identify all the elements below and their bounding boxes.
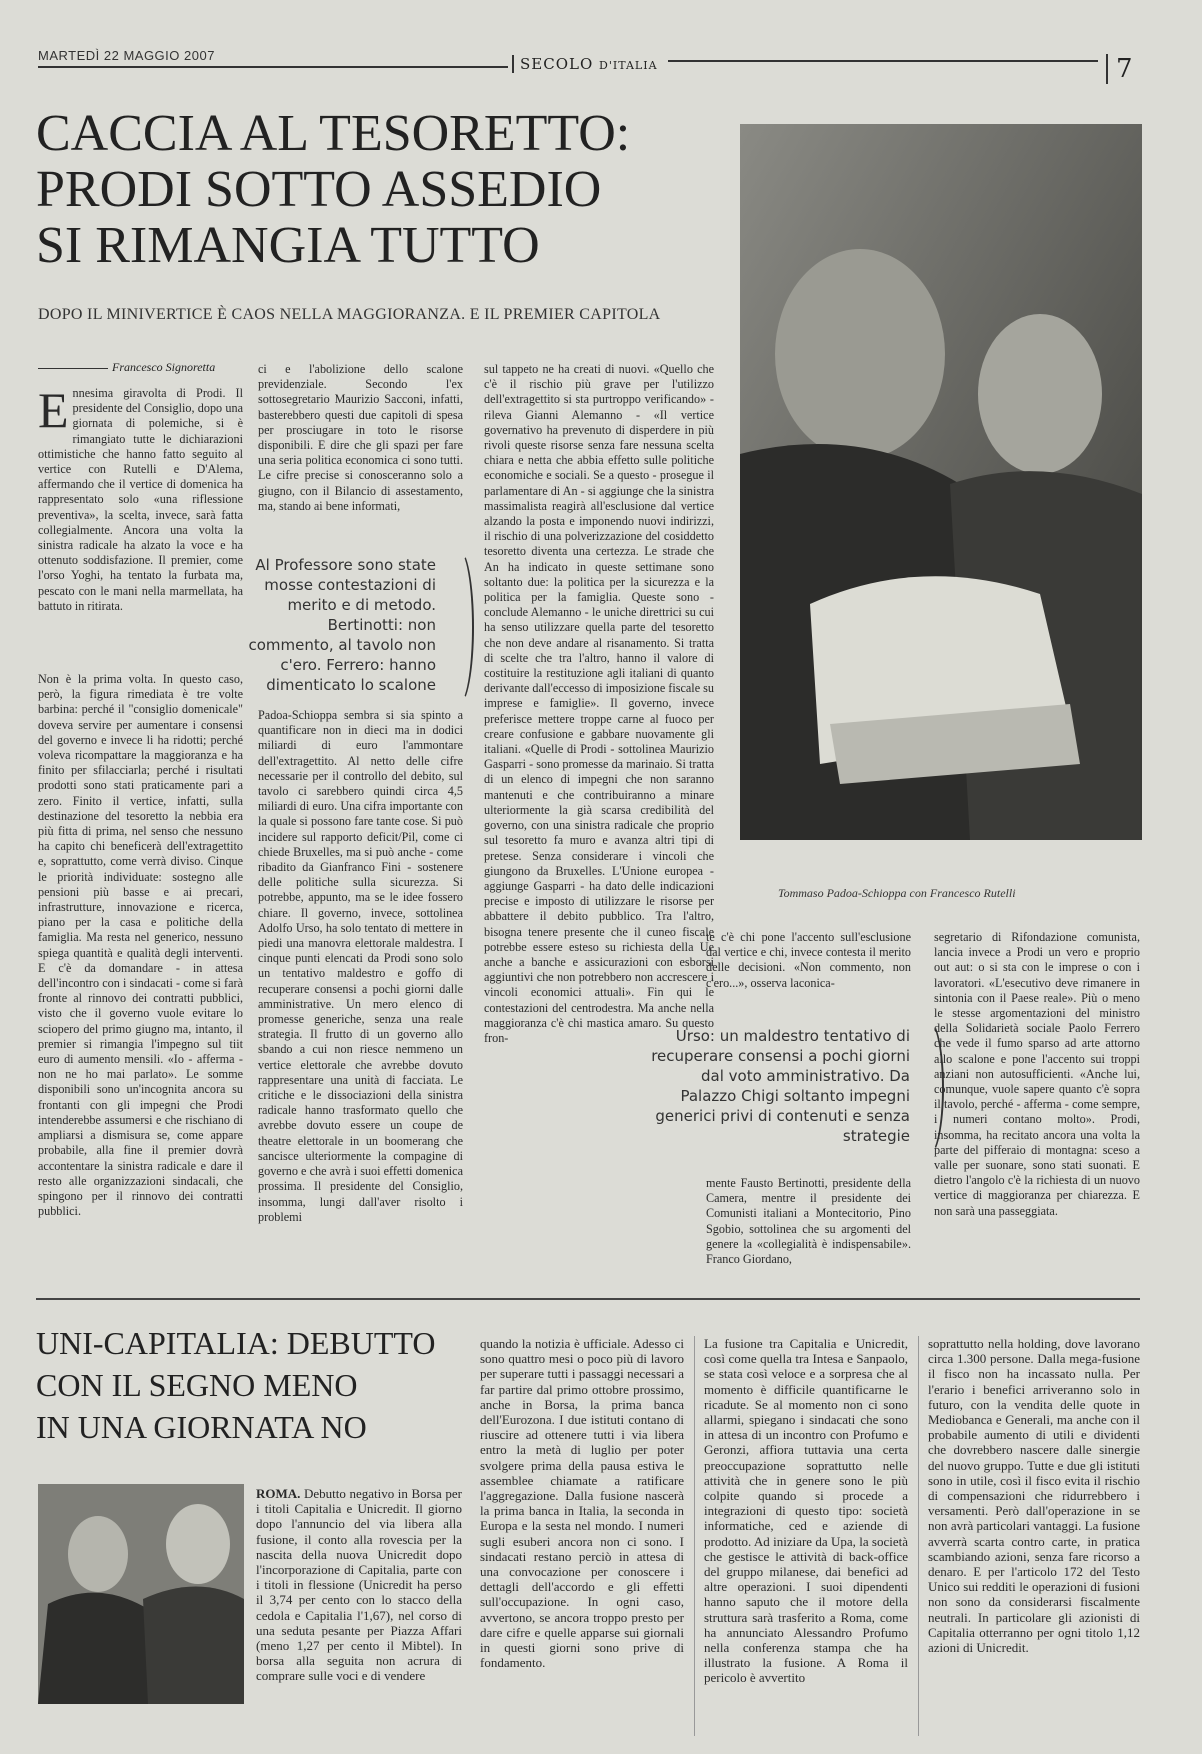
headline-line-3: SI RIMANGIA TUTTO [36, 217, 540, 274]
pull-quote-1 [240, 555, 436, 695]
article-2-place: ROMA. [256, 1486, 301, 1501]
article-photo [740, 124, 1142, 840]
headline-line-2: PRODI SOTTO ASSEDIO [36, 161, 602, 218]
page-number: 7 [1106, 54, 1133, 84]
newspaper-masthead [512, 55, 658, 73]
article-column-4-top: te c'è chi pone l'accento sull'esclusione dal vertice e chi, invece contesta il merito delle decisioni. «Non commento, non c'ero...», osserva laconica- [706, 930, 911, 990]
photo-caption: Tommaso Padoa-Schioppa con Francesco Rutelli [778, 886, 1016, 900]
headline-2-line-2: CON IL SEGNO MENO [36, 1367, 358, 1403]
article-column-2-bottom: Padoa-Schioppa sembra si sia spinto a quantificare non in dieci ma in dodici miliardi di euro l'ammontare dell'extragettito. Al netto delle cifre necessarie per il controllo del debito, sul tavolo ci sarebbero quindi circa 4,5 miliardi di euro. Una cifra importante con la quale si possono fare tante cose. Si può incidere sul rapporto deficit/Pil, come ci chiede Bruxelles, ma si può anche - come ribadito da Gianfranco Fini - sostenere delle politiche sulla sicurezza. Si potrebbe, appunto, ma se le idee fossero chiare. Il governo, invece, sottolinea Adolfo Urso, ha solo tentato di mettere in piedi una manovra elettorale maldestra. I cinque punti elencati da Prodi sono solo un tentativo maldestro e goffo di recuperare consensi a pochi giorni dalle amministrative. Un mero elenco di promesse generiche, senza una reale strategia. Il frutto di un governo allo sbando a cui non riesce nemmeno un vertice elettorale che avrebbe dovuto rappresentare una unità di facciata. Le critiche e le dissociazioni della sinistra radicale hanno trasformato quello che avrebbe dovuto essere un coupe de theatre elettorale in un boomerang che sancisce ulteriormente la compagine di governo e che avrà i suoi effetti domenica prossima. Il presidente del Consiglio, insomma, lungi dall'aver risolto i problemi [258, 708, 463, 1224]
article-column-3: sul tappeto ne ha creati di nuovi. «Quello che c'è il rischio più grave per l'utilizzo dell'extragettito si sta purtroppo verificando» - rileva Gianni Alemanno - «Il vertice governativo ha prevenuto di disperdere in più rivoli queste risorse senza fare nessuna scelta chiara e netta che abbia effetto sulle politiche economiche e sociali. Se a questo - prosegue il parlamentare di An - si aggiunge che la sinistra massimalista reagirà all'esclusione dal vertice alzando la posta e imponendo nuovi indirizzi, il rischio di una polverizzazione del cosiddetto tesoretto diventa una certezza. Le strade che An ha indicato in queste settimane sono soltanto due: la politica per la sicurezza e la politica per la famiglia. Queste sono - conclude Alemanno - le uniche direttrici su cui ha senso utilizzare quella parte del tesoretto che non deve andare al risanamento. Si tratta di scelte che tra l'altro, hanno il valore di costituire la restituzione agli italiani di quanto derivante dall'eccesso di imposizione fiscale su imprese e famiglie». Il governo, invece preferisce mettere troppe carne al fuoco per creare confusione e gabbare nuovamente gli italiani. «Quelle di Prodi - sottolinea Maurizio Gasparri - sono promesse da marinaio. Si tratta di un elenco di impegni che non saranno mantenuti e che contribuiranno a minare ulteriormente la già scarsa credibilità del governo, con una sinistra radicale che proprio sul tesoretto fa muro e avanza altri tipi di pretese. Senza considerare i vincoli che giungono da Bruxelles. L'Unione europea - aggiunge Gasparri - ha dato delle indicazioni precise e imposto di utilizzare le risorse per abbattere il debito pubblico. Tra l'altro, bisogna tenere presente che il cuneo fiscale potrebbe essere esteso su richiesta della Ue anche a banche e assicurazioni con esborsi aggiuntivi che non potrebbero non accrescere i vincoli economici attuali». Fin qui le contestazioni del centrodestra. Ma anche nella maggioranza c'è chi mastica amaro. Su questo fron- [484, 362, 714, 1045]
masthead-suffix: D'ITALIA [599, 59, 658, 72]
column-1-text: nnesima giravolta di Prodi. Il presidente del Consiglio, dopo una giornata di polemiche, si è rimangiato tutte le dichiarazioni ottimistiche che hanno fatto seguito al vertice con Rutelli e D'Alema, affermando che il vertice di domenica ha rappresentato solo «una riflessione preventiva», la scelta, invece, sarà fatta collegialmente. Ancora una volta la sinistra radicale ha alzato la voce e ha ottenuto soddisfazione. Il premier, come l'orso Yoghi, ha tentato la furbata ma, pescato con le mani nella marmellata, ha battuto in ritirata. [38, 386, 243, 613]
article-2-column-2: quando la notizia è ufficiale. Adesso ci sono quattro mesi o poco più di lavoro per superare tutti i passaggi necessari a far partire dal primo ottobre prossimo, anche in Borsa, la prima banca dell'Eurozona. I due istituti contano di riuscire ad ottenere tutti i via libera entro la metà di luglio per poter svolgere prima della pausa estiva le assemblee chiamate a ratificare l'aggregazione. Dalla fusione nascerà la prima banca in Italia, la seconda in Europa e la sesta nel mondo. I numeri sugli esuberi ancora non ci sono. I sindacati restano perciò in attesa di una convocazione per conoscere i dettagli dell'accordo e gli effetti sull'occupazione. In ogni caso, avvertono, se ancora troppo presto per dare cifre e quelle apparse sui giornali in questi giorni sono prive di fondamento. [480, 1336, 684, 1671]
photo-illustration [740, 124, 1142, 840]
article-2-column-1-text: Debutto negativo in Borsa per i titoli Capitalia e Unicredit. Il giorno dopo l'annuncio del via libera alla fusione, il conto alla rovescia per la nascita della nuova Unicredit dopo l'incorporazione di Capitalia, parte con i titoli in flessione (Unicredit ha perso il 3,74 per cento con lo stacco della cedola e Capitalia l'1,67), nel corso di una seduta pesante per Piazza Affari (meno 1,27 per cento il Mibtel). In borsa alla seguita non acrura di comprare sulle voci e di vendere [256, 1486, 462, 1684]
issue-date: MARTEDÌ 22 MAGGIO 2007 [38, 48, 215, 63]
pull-quote-2 [650, 1026, 910, 1146]
pull-quote-1-text: Al Professore sono state mosse contestazioni di merito e di metodo. Bertinotti: non commento, al tavolo non c'ero. Ferrero: hanno dimenticato lo scalone [248, 556, 436, 694]
article-2-column-3: La fusione tra Capitalia e Unicredit, così come quella tra Intesa e Sanpaolo, se stata così veloce e a sorpresa che al momento è difficile quantificarne le ricadute. Se al momento non ci sono allarmi, spiegano i sindacati che sono in attesa di un incontro con Profumo e Geronzi, affiora tuttavia una certa preoccupazione soprattutto nelle attività che in genere sono le più colpite quando si procede a integrazioni di questo tipo: società informatiche, ced e aziende di prodotto. Ad iniziare da Upa, la società che gestisce le attività di back-office del gruppo milanese, dai benefici ad altre operazioni. I suoi dipendenti hanno saputo che il motore della struttura sarà trasferito a Roma, come ha annunciato Alessandro Profumo nella conferenza stampa che ha illustrato la fusione. A Roma il pericolo è avvertito [704, 1336, 908, 1686]
column-rule-1 [694, 1336, 695, 1736]
header-rule-right [668, 60, 1098, 62]
article-subhead: DOPO IL MINIVERTICE È CAOS NELLA MAGGIORANZA. E IL PREMIER CAPITOLA [38, 306, 661, 323]
article-2-photo [38, 1484, 244, 1704]
article-2-headline [36, 1322, 476, 1448]
article-headline [36, 106, 716, 274]
article-column-4-bottom: mente Fausto Bertinotti, presidente della Camera, mentre il presidente dei Comunisti italiani a Montecitorio, Pino Sgobio, sottolinea che su argomenti del genere la «collegialità è indispensabile». Franco Giordano, [706, 1176, 911, 1267]
article-2-photo-illustration [38, 1484, 244, 1704]
pull-quote-1-bracket [444, 549, 474, 705]
pull-quote-2-text: Urso: un maldestro tentativo di recuperare consensi a pochi giorni dal voto amministrativo. Da Palazzo Chigi soltanto impegni generici privi di contenuti e senza strategie [651, 1027, 910, 1145]
headline-2-line-3: IN UNA GIORNATA NO [36, 1409, 367, 1445]
article-column-1-bottom: Non è la prima volta. In questo caso, però, la figura rimediata è tre volte barbina: perché il "consiglio domenicale" doveva servire per aumentare i consensi del governo e invece li ha ridotti; perché voleva ricompattare la maggioranza e ha finito per sfilacciarla; perché i risultati prodotti sono stati praticamente pari a zero. Finito il vertice, infatti, sulla destinazione del tesoretto la nebbia era più fitta di prima, nel senso che nessuno ha capito chi beneficerà dell'extragettito e, soprattutto, come verrà diviso. Cinque le priorità individuate: sostegno alle pensioni più basse e ai precari, infrastrutture, innovazione e ricerca, piano per la casa e politiche della famiglia. Ma resta nel generico, nessuno spiega quantità e qualità degli interventi. E c'è da domandare - in attesa dell'incontro con i sindacati - come si farà fronte al rinnovo dei contratti pubblici, visto che il governo vuole evitare lo sciopero del primo giugno ma, intanto, il premier si rimangia l'impegno sul tiit euro di aumento mensili. «Io - afferma - non ne ho mai parlato». Le somme disponibili sono un'incognita ancora su frontanti con gli impegni che Prodi intenderebbe assumersi e che rischiano di ampliarsi a dismisura se, come appare probabile, alla fine il premier dovrà accontentare la sinistra radicale e dare il resto alle organizzazioni sindacali, che spingono per il rinnovo dei contratti pubblici. [38, 672, 243, 1219]
header-rule-left [38, 66, 508, 68]
column-rule-2 [918, 1336, 919, 1736]
article-2-column-4: soprattutto nella holding, dove lavorano circa 1.300 persone. Dalla mega-fusione il fisco non ha incassato nulla. Per l'erario i benefici arriveranno solo in futuro, con la vendita delle quote in Mediobanca e Generali, ma anche con il probabile aumento di utili e dividenti che dovrebbero nascere dalle sinergie del nuovo gruppo. Tutte e due gli istituti sono in utile, così il fisco evita il rischio di compensazioni che ridurrebbero i versamenti. Però dall'operazione in se non avrà particolari vantaggi. La fusione avverrà scarta contro carte, in pratica scambiando azioni, senza fare ricorso a denaro. E per l'articolo 172 del Testo Unico sui redditi le operazioni di fusioni non sono da considerarsi fiscalmente neutrali. In particolare gli azionisti di Capitalia otterranno per ogni titolo 1,12 azioni di Unicredit. [928, 1336, 1140, 1656]
masthead-name: SECOLO [512, 55, 593, 73]
article-2-column-1 [256, 1486, 462, 1726]
article-byline: Francesco Signoretta [38, 360, 248, 375]
article-column-5: segretario di Rifondazione comunista, lancia invece a Prodi un vero e proprio out aut: o si sta con le imprese o con i lavoratori. «L'esecutivo deve rimanere in sintonia con il Paese reale». Più o meno le stesse argomentazioni del ministro della Solidarietà sociale Paolo Ferrero che vede il fumo sparso ad arte attorno allo scalone e pone l'accento sui troppi anziani non autosufficienti. «Anche lui, comunque, vuole sapere quanto c'è sopra il tavolo, perché - afferma - come sempre, i numeri contano molto». Prodi, insomma, ha recitato ancora una volta la parte del pifferaio di montagna: sceso a valle per suonare, sono stati suonati. E dietro l'angolo c'è la richiesta di un nuovo vertice di maggioranza per chiarezza. E non sarà una passeggiata. [934, 930, 1140, 1218]
article-column-2-top: ci e l'abolizione dello scalone previdenziale. Secondo l'ex sottosegretario Maurizio Sacconi, infatti, basterebbero questi due capitoli di spesa per prosciugare in toto le risorse disponibili. E dire che gli spazi per fare una seria politica economica ci sono tutti. Le cifre precise si conosceranno solo a giugno, con il Bilancio di assestamento, ma, stando ai bene informati, [258, 362, 463, 513]
drop-cap: E [38, 382, 69, 438]
headline-line-1: CACCIA AL TESORETTO: [36, 105, 631, 162]
section-divider [36, 1298, 1140, 1300]
article-column-1-top [38, 382, 243, 666]
headline-2-line-1: UNI-CAPITALIA: DEBUTTO [36, 1325, 436, 1361]
